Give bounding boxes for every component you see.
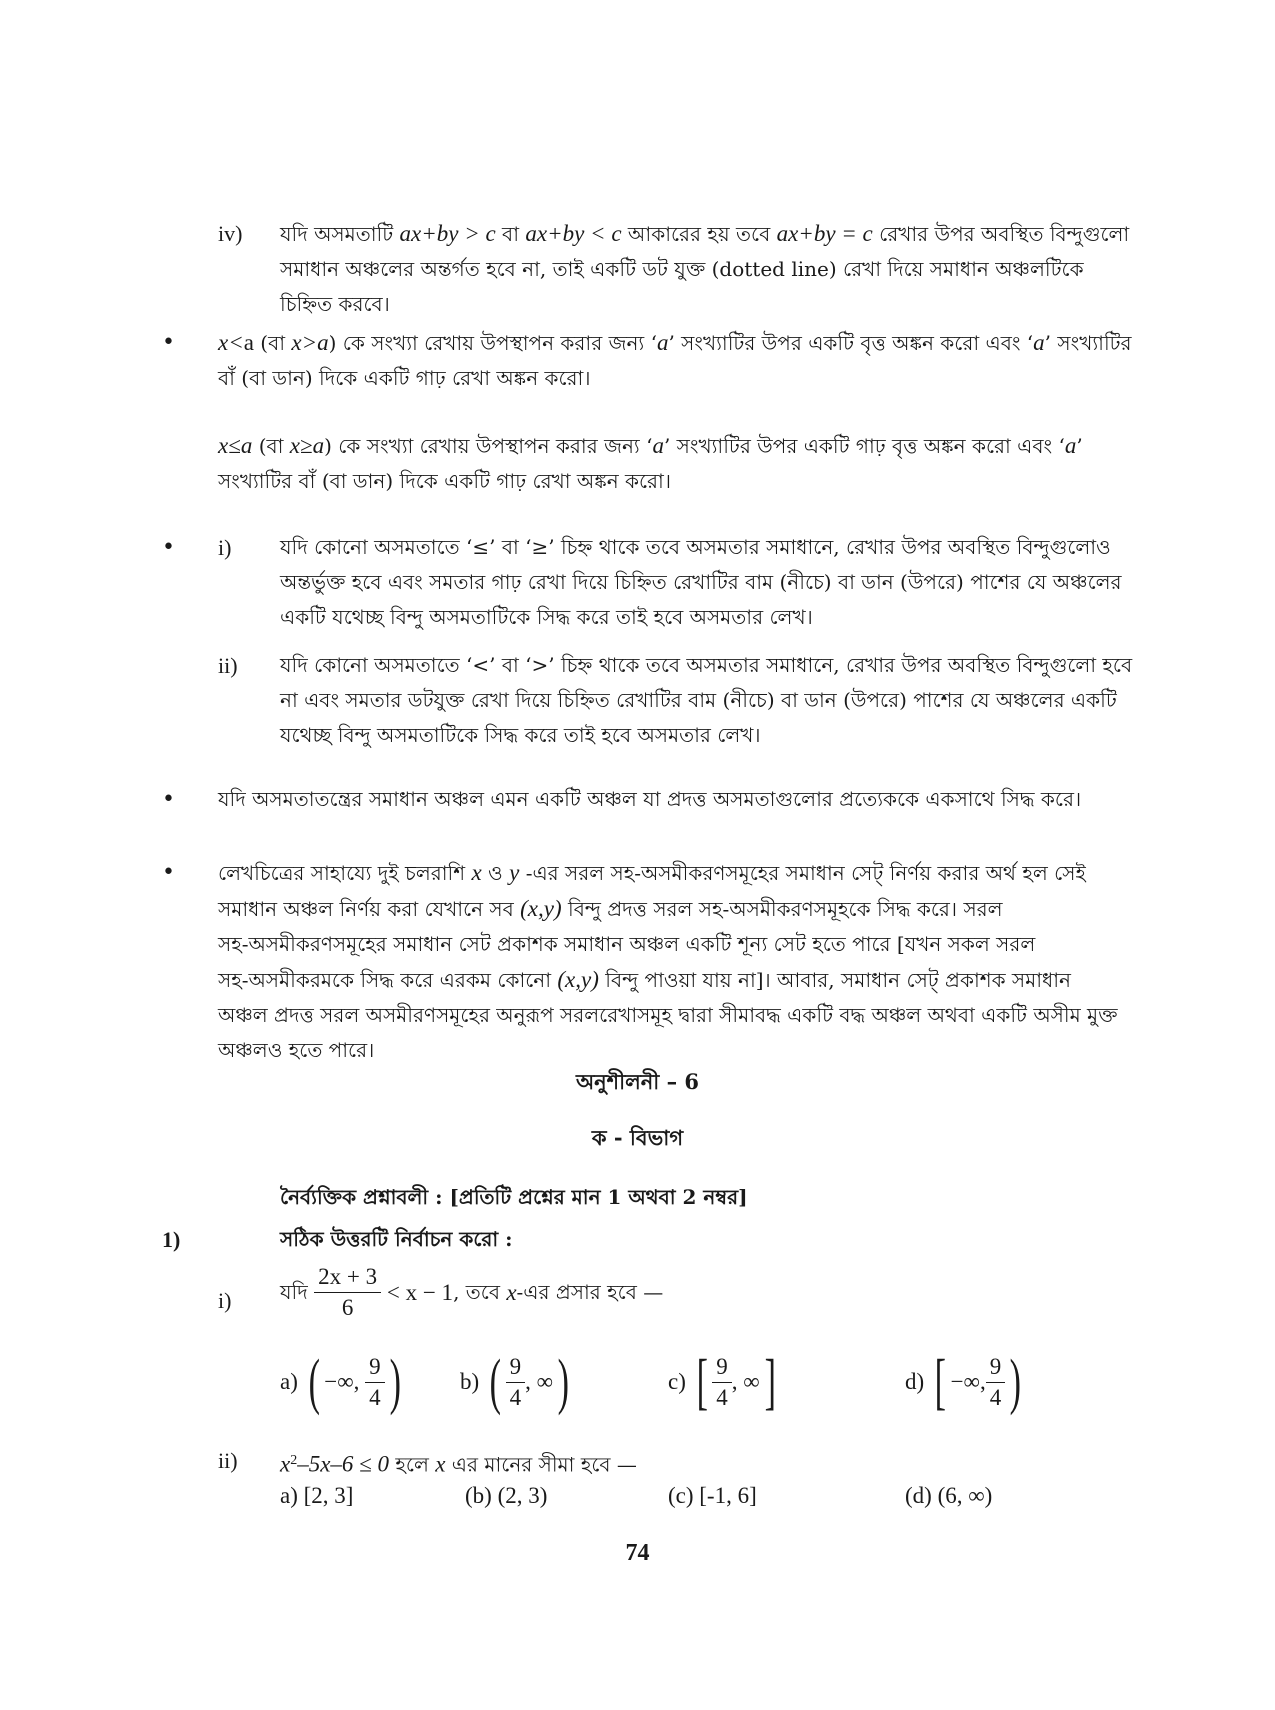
bullet-1-symbol: • (162, 330, 175, 355)
bullet-1-para-1: x<a (বা x>a) কে সংখ্যা রেখায় উপস্থাপন করার জন্য ‘a’ সংখ্যাটির উপর একটি বৃত্ত অঙ্কন করো এবং ‘a’ সংখ্যাটির বাঁ (বা ডান) দিকে একটি গাঢ় রেখা অঙ্কন করো। (218, 330, 1132, 390)
question-i-text: যদি $\frac{2x + 3}{6}$ < x − 1, তবে x-এর প্রসার হবে — (280, 1262, 663, 1323)
bullet-2-symbol: • (162, 535, 175, 560)
question-1-instruction: সঠিক উত্তরটি নির্বাচন করো : (280, 1227, 513, 1251)
item-iv-line-2: সমাধান অঞ্চলের অন্তর্গত হবে না, তাই একটি ডট যুক্ত (dotted line) রেখা দিয়ে সমাধান অঞ্চলটিকে (280, 257, 1084, 281)
objective-heading: নৈর্ব্যক্তিক প্রশ্নাবলী : [প্রতিটি প্রশ্নের মান 1 অথবা 2 নম্বর] (280, 1185, 748, 1209)
option-ii-a[interactable]: a) [2, 3] (280, 1483, 354, 1508)
bullet-4-symbol: • (162, 860, 175, 885)
exercise-title: অনুশীলনী – 6 (575, 1069, 700, 1094)
option-a[interactable]: a) ( −∞, $\frac{9}{4}$ ) (280, 1348, 401, 1416)
item-iv-text (280, 216, 1158, 322)
bullet-2-ii-text: যদি কোনো অসমতাতে ‘<’ বা ‘>’ চিহ্ন থাকে তবে অসমতার সমাধানে, রেখার উপর অবস্থিত বিন্দুগুলো হবে না এবং সমতার ডটযুক্ত রেখা দিয়ে চিহ্নিত রেখাটির বাম (নীচে) বা ডান (উপরে) পাশের যে অঞ্চলের একটি যথেচ্ছ বিন্দু অসমতাটিকে সিদ্ধ করে তাই হবে অসমতার লেখ। (280, 653, 1133, 747)
bullet-3-symbol: • (162, 787, 175, 812)
item-iv-label: iv) (218, 221, 243, 246)
bullet-2-ii-label: ii) (218, 653, 238, 678)
question-1-number: 1) (162, 1227, 181, 1252)
item-iv-line-1: যদি অসমতাটি ax+by > c বা ax+by < c আকারের হয় তবে ax+by = c রেখার উপর অবস্থিত বিন্দুগুলো (280, 221, 1130, 246)
option-d[interactable]: d) [ −∞, $\frac{9}{4}$ ) (905, 1348, 1022, 1416)
option-ii-d[interactable]: (d) (6, ∞) (905, 1483, 993, 1508)
item-iv-line-3: চিহ্নিত করবে। (280, 292, 390, 316)
bullet-2-i-text: যদি কোনো অসমতাতে ‘≤’ বা ‘≥’ চিহ্ন থাকে তবে অসমতার সমাধানে, রেখার উপর অবস্থিত বিন্দুগুলোও অন্তর্ভুক্ত হবে এবং সমতার গাঢ় রেখা দিয়ে চিহ্নিত রেখাটির বাম (নীচে) বা ডান (উপরে) পাশের যে অঞ্চলের একটি যথেচ্ছ বিন্দু অসমতাটিকে সিদ্ধ করে তাই হবে অসমতার লেখ। (280, 535, 1122, 629)
section-heading: ক - বিভাগ (591, 1125, 684, 1150)
option-ii-c[interactable]: (c) [-1, 6] (668, 1483, 757, 1508)
question-ii-text: $x^2-5x-6 \le 0$ হলে x এর মানের সীমা হবে — (280, 1451, 637, 1477)
bullet-2-i-label: i) (218, 535, 232, 560)
bullet-3-text: যদি অসমতাতন্ত্রের সমাধান অঞ্চল এমন একটি অঞ্চল যা প্রদত্ত অসমতাগুলোর প্রত্যেককে একসাথে সিদ্ধ করে। (218, 787, 1082, 811)
question-i-fraction: $\frac{2x + 3}{6}$ (314, 1262, 381, 1323)
question-ii-label: ii) (218, 1448, 238, 1473)
bullet-1-para-2: x≤a (বা x≥a) কে সংখ্যা রেখায় উপস্থাপন করার জন্য ‘a’ সংখ্যাটির উপর একটি গাঢ় বৃত্ত অঙ্কন করো এবং ‘a’ সংখ্যাটির বাঁ (বা ডান) দিকে একটি গাঢ় রেখা অঙ্কন করো। (218, 433, 1083, 493)
option-b[interactable]: b) ( $\frac{9}{4}$ , ∞) (460, 1348, 569, 1416)
option-c[interactable]: c) [ $\frac{9}{4}$ , ∞] (668, 1348, 776, 1416)
page-number: 74 (625, 1540, 650, 1566)
bullet-4-text: লেখচিত্রের সাহায্যে দুই চলরাশি x ও y -এর সরল সহ-অসমীকরণসমূহের সমাধান সেট্ নির্ণয় করার অর্থ হল সেই সমাধান অঞ্চল নির্ণয় করা যেখানে সব (x,y) বিন্দু প্রদত্ত সরল সহ-অসমীকরণসমূহকে সিদ্ধ করে। সরল সহ-অসমীকরণসমূহের সমাধান সেট প্রকাশক সমাধান অঞ্চল একটি শূন্য সেট হতে পারে [যখন সকল সরল সহ-অসমীকরমকে সিদ্ধ করে এরকম কোনো (x,y) বিন্দু পাওয়া যায় না]। আবার, সমাধান সেট্ প্রকাশক সমাধান অঞ্চল প্রদত্ত সরল অসমীরণসমূহের অনুরূপ সরলরেখাসমূহ দ্বারা সীমাবদ্ধ একটি বদ্ধ অঞ্চল অথবা একটি অসীম মুক্ত অঞ্চলও হতে পারে। (218, 860, 1118, 1062)
option-ii-b[interactable]: (b) (2, 3) (465, 1483, 548, 1508)
question-i-label: i) (218, 1288, 232, 1313)
